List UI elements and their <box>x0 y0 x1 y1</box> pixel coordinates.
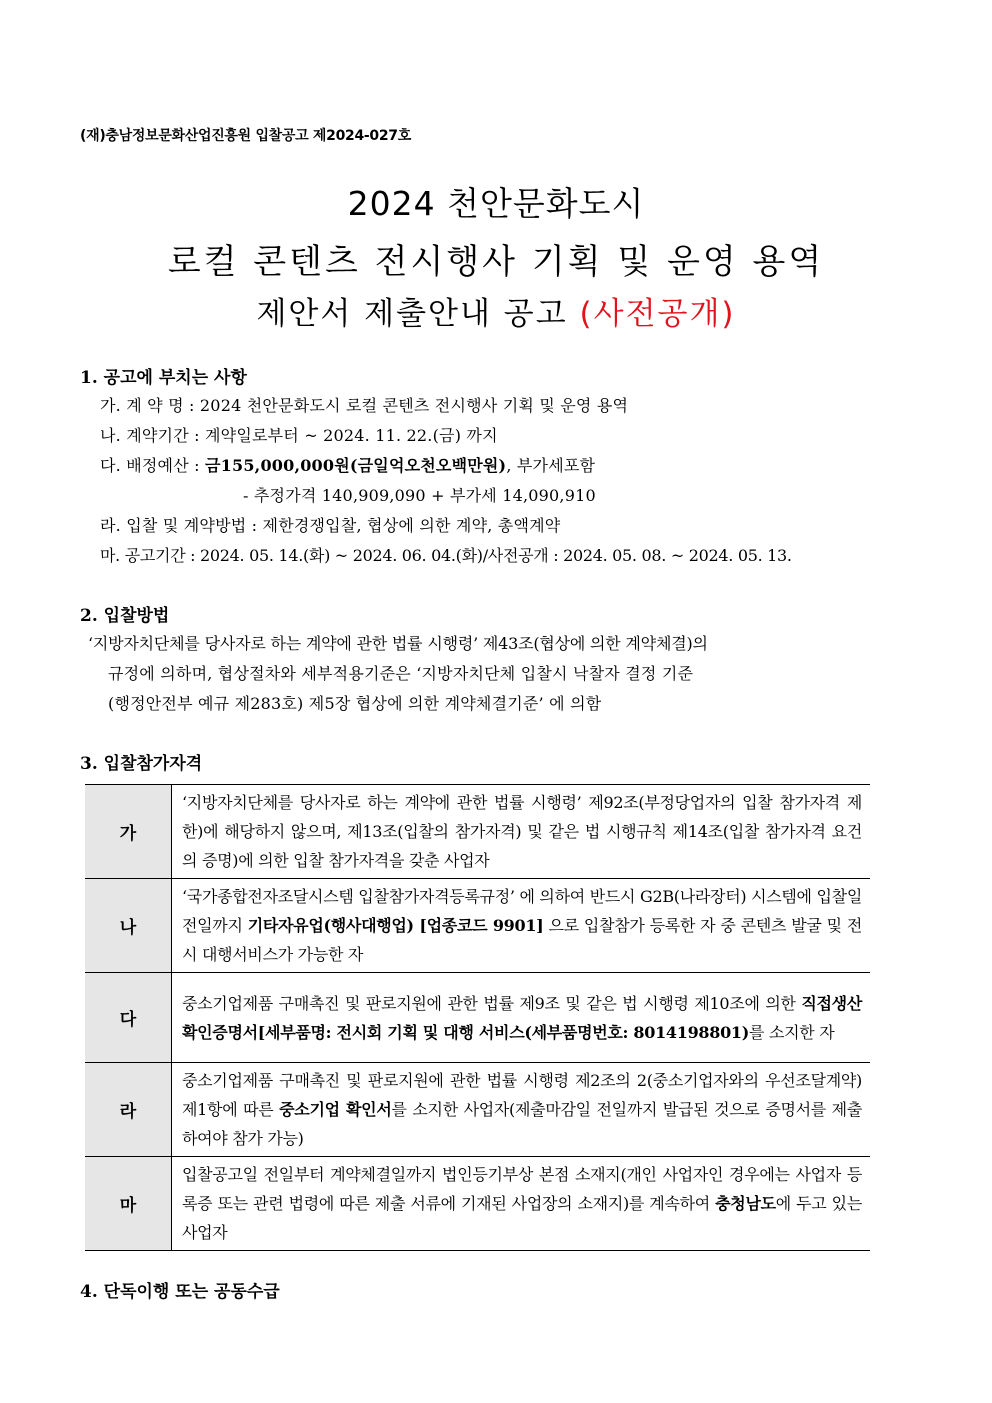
budget-prefix: 다. 배정예산 : <box>100 456 206 475</box>
title-line-1: 2024 천안문화도시 <box>347 184 645 223</box>
table-row <box>85 973 870 1063</box>
row-label: 가 <box>85 785 172 879</box>
section-1-item-ra: 라. 입찰 및 계약방법 : 제한경쟁입찰, 협상에 의한 계약, 총액계약 <box>100 516 561 535</box>
title-highlight: (사전공개) <box>579 296 736 332</box>
title-line-3 <box>0 288 992 333</box>
row-label: 나 <box>85 879 172 973</box>
section-1-heading: 1. 공고에 부치는 사항 <box>80 368 247 388</box>
qualification-table <box>85 784 870 1251</box>
row-bold-text: 충청남도 <box>715 1194 776 1213</box>
section-3-heading: 3. 입찰참가자격 <box>80 754 203 774</box>
row-text: 중소기업제품 구매촉진 및 판로지원에 관한 법률 제9조 및 같은 법 시행령 제10조에 의한 <box>182 993 802 1013</box>
row-text: ‘지방자치단체를 당사자로 하는 계약에 관한 법률 시행령’ 제92조(부정당업자의 입찰 참가자격 제한)에 해당하지 않으며, 제13조(입찰의 참가자격) 및 같은 법 시행규칙 제14조(입찰 참가자격 요건의 증명)에 의한 입찰 참가자격을 갖춘 사업자 <box>182 793 862 870</box>
row-text-end: 를 소지한 자 <box>749 1022 835 1042</box>
budget-amount: 금155,000,000원(금일억오천오백만원) <box>205 456 507 475</box>
table-row <box>85 1063 870 1157</box>
row-content <box>172 879 871 973</box>
title-line-2: 로컬 콘텐츠 전시행사 기획 및 운영 용역 <box>167 242 825 282</box>
table-row <box>85 879 870 973</box>
title-line-3-text: 제안서 제출안내 공고 <box>256 296 568 332</box>
section-1-item-da <box>100 453 595 476</box>
row-text-end: 으로 입찰참가 등록한 자 중 콘텐츠 발굴 및 전시 대행서비스가 가능한 자 <box>182 916 862 964</box>
row-label: 라 <box>85 1063 172 1157</box>
row-label: 마 <box>85 1157 172 1251</box>
section-2-line-2: 규정에 의하며, 협상절차와 세부적용기준은 ‘지방자치단체 입찰시 낙찰자 결정 기준 <box>108 664 694 683</box>
budget-suffix: , 부가세포함 <box>506 456 596 475</box>
notice-number: (재)충남정보문화산업진흥원 입찰공고 제2024-027호 <box>80 128 411 144</box>
table-row <box>85 1157 870 1251</box>
row-bold-text: 중소기업 확인서 <box>279 1100 392 1119</box>
section-2-heading: 2. 입찰방법 <box>80 606 170 626</box>
row-text-end: 에 두고 있는 사업자 <box>182 1194 862 1242</box>
row-label: 다 <box>85 973 172 1063</box>
row-content <box>172 1157 871 1251</box>
section-1-item-ma: 마. 공고기간 : 2024. 05. 14.(화) ~ 2024. 06. 04.(화)/사전공개 : 2024. 05. 08. ~ 2024. 05. 13. <box>100 546 792 565</box>
section-2-line-3: (행정안전부 예규 제283호) 제5장 협상에 의한 계약체결기준’ 에 의함 <box>108 694 602 713</box>
section-1-estimate: - 추정가격 140,909,090 + 부가세 14,090,910 <box>243 486 596 505</box>
section-1-item-ga: 가. 계 약 명 : 2024 천안문화도시 로컬 콘텐츠 전시행사 기획 및 운영 용역 <box>100 396 629 415</box>
section-4-heading: 4. 단독이행 또는 공동수급 <box>80 1282 280 1302</box>
row-text: 입찰공고일 전일부터 계약체결일까지 법인등기부상 본점 소재지(개인 사업자인 경우에는 사업자 등록증 또는 관련 법령에 따른 제출 서류에 기재된 사업장의 소재지)를 계속하여 <box>182 1165 862 1213</box>
row-bold-text: 기타자유업(행사대행업) [업종코드 9901] <box>247 916 544 935</box>
table-row <box>85 785 870 879</box>
row-text: 중소기업제품 구매촉진 및 판로지원에 관한 법률 시행령 제2조의 2(중소기업자와의 우선조달계약) 제1항에 따른 <box>182 1071 862 1119</box>
row-content <box>172 785 871 879</box>
section-2-line-1: ‘지방자치단체를 당사자로 하는 계약에 관한 법률 시행령’ 제43조(협상에 의한 계약체결)의 <box>88 634 708 653</box>
row-bold-text: 직접생산확인증명서[세부품명: 전시회 기획 및 대행 서비스(세부품명번호: 8014198801) <box>182 993 862 1042</box>
row-text: ‘국가종합전자조달시스템 입찰참가자격등록규정’ 에 의하여 반드시 G2B(나라장터) 시스템에 입찰일 전일까지 <box>182 887 862 935</box>
section-1-item-na: 나. 계약기간 : 계약일로부터 ~ 2024. 11. 22.(금) 까지 <box>100 426 498 445</box>
row-content <box>172 1063 871 1157</box>
row-content <box>172 973 871 1063</box>
row-text-end: 를 소지한 사업자(제출마감일 전일까지 발급된 것으로 증명서를 제출하여야 참가 가능) <box>182 1100 862 1148</box>
